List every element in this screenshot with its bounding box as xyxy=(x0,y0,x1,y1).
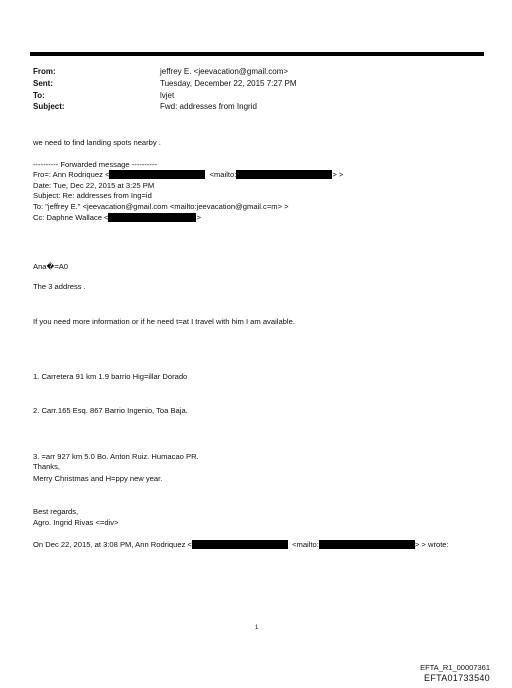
from-label: From: xyxy=(33,67,56,76)
header-divider xyxy=(30,52,484,56)
page-number: 1 xyxy=(255,625,259,631)
availability-line: If you need more information or if he need t=at I travel with him I am available. xyxy=(33,317,295,326)
forwarded-cc-prefix: Cc: Daphne Wallace < xyxy=(33,213,109,222)
subject-value: Fwd: addresses from Ingrid xyxy=(160,102,257,111)
from-value: jeffrey E. <jeevacation@gmail.com> xyxy=(160,67,289,76)
quote-mailto: <mailto: xyxy=(292,540,319,549)
forwarded-mailto: <mailto: xyxy=(209,170,237,179)
regards-line: Best regards, xyxy=(33,507,79,516)
thanks-line: Thanks, xyxy=(33,462,61,471)
greeting: Ana�=A0 xyxy=(33,262,69,271)
forwarded-cc-line xyxy=(33,213,201,223)
address-3: 3. =arr 927 km 5.0 Bo. Anton Ruiz. Humacao PR. xyxy=(33,452,199,461)
address-2: 2. Carr.165 Esq. 867 Barrio Ingenio, Toa Baja. xyxy=(33,406,188,415)
subject-label: Subject: xyxy=(33,102,65,111)
to-label: To: xyxy=(33,91,45,100)
holiday-greeting: Merry Christmas and H=ppy new year. xyxy=(33,474,163,483)
redaction-block xyxy=(319,540,415,549)
forwarded-from-prefix: Fro=: Ann Rodriquez < xyxy=(33,170,110,179)
quote-prefix: On Dec 22, 2015, at 3:08 PM, Ann Rodriquez < xyxy=(33,540,192,549)
signature-line: Agro. Ingrid Rivas <=div> xyxy=(33,518,119,527)
address-count-line: The 3 address . xyxy=(33,282,86,291)
to-value: lvjet xyxy=(160,91,175,100)
sent-label: Sent: xyxy=(33,79,53,88)
quote-end: > > wrote: xyxy=(414,540,449,549)
redaction-block xyxy=(108,213,196,222)
redaction-block xyxy=(236,170,332,179)
forwarded-marker: ---------- Forwarded message ---------- xyxy=(33,160,158,169)
forwarded-subject: Subject: Re: addresses from Ing=id xyxy=(33,191,152,200)
forwarded-to: To: "jeffrey E." <jeevacation@gmail.com <mailto:jeevacation@gmail.c=m> > xyxy=(33,202,289,211)
redaction-block xyxy=(109,170,205,179)
address-1: 1. Carretera 91 km 1.9 barrio Hig=illar Dorado xyxy=(33,372,188,381)
intro-line: we need to find landing spots nearby . xyxy=(33,138,161,147)
forwarded-from-line xyxy=(33,170,343,180)
forwarded-date: Date: Tue, Dec 22, 2015 at 3:25 PM xyxy=(33,181,155,190)
bates-stamp-large: EFTA01733540 xyxy=(424,673,490,683)
forwarded-from-end: > > xyxy=(332,170,344,179)
bates-stamp-small: EFTA_R1_00007361 xyxy=(420,663,490,672)
forwarded-cc-end: > xyxy=(196,213,201,222)
quote-header-line xyxy=(33,540,449,550)
sent-value: Tuesday, December 22, 2015 7:27 PM xyxy=(160,79,297,88)
redaction-block xyxy=(192,540,288,549)
